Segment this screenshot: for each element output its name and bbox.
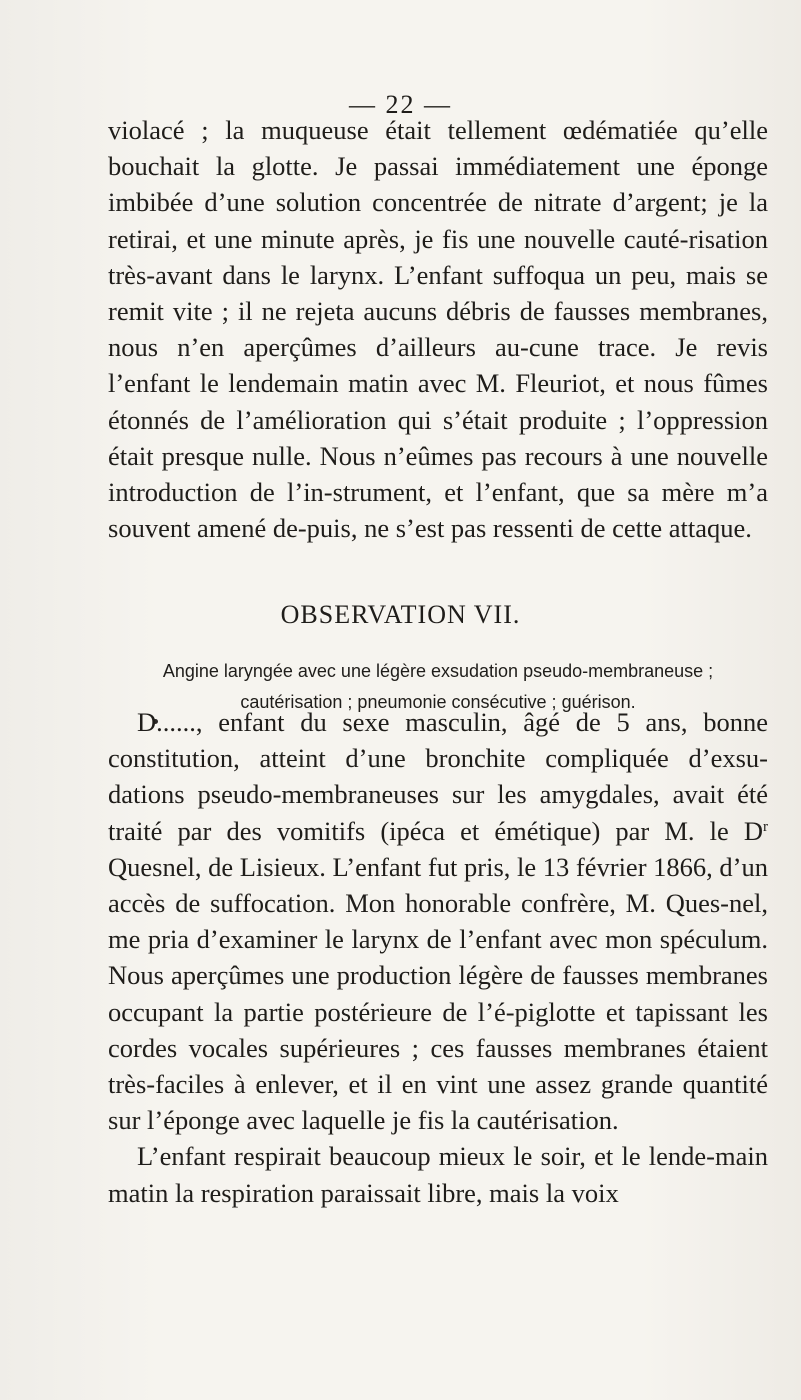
section-heading: OBSERVATION VII. xyxy=(280,600,521,629)
text-block-top xyxy=(108,112,768,546)
paragraph-text: D......, enfant du sexe masculin, âgé de 5 ans, bonne constitution, atteint d’une bronchite compliquée d’exsu-dations pseudo-membraneuses sur les amygdales, avait été traité par des vomitifs (ipéca et émétique) par M. le D xyxy=(108,707,768,846)
page-number: — 22 — xyxy=(349,90,452,119)
text-block-bottom xyxy=(108,704,768,1211)
summary-line: cautérisation ; pneumonie consécutive ; guérison. xyxy=(240,692,636,712)
paragraph-text: Quesnel, de Lisieux. L’enfant fut pris, le 13 février 1866, d’un accès de suffocation. Mon honorable confrère, M. Ques-nel, me pria d’examiner le larynx de l’enfant avec mon spéculum. Nous aperçûmes une production légère de fausses membranes occupant la partie postérieure de l’é-piglotte et tapissant les cordes vocales supérieures ; ces fausses membranes étaient très-faciles à enlever, et il en vint une assez grande quantité sur l’éponge avec laquelle je fis la cautérisation. xyxy=(108,851,768,1136)
summary-line: Angine laryngée avec une légère exsudation pseudo-membraneuse ; xyxy=(162,661,714,681)
paragraph xyxy=(108,704,768,1138)
paragraph: violacé ; la muqueuse était tellement œdématiée qu’elle bouchait la glotte. Je passai immédiatement une éponge imbibée d’une solution concentrée de nitrate d’argent; je la retirai, et une minute après, je fis une nouvelle cauté-risation très-avant dans le larynx. L’enfant suffoqua un peu, mais se remit vite ; il ne rejeta aucuns débris de fausses membranes, nous n’en aperçûmes d’ailleurs au-cune trace. Je revis l’enfant le lendemain matin avec M. Fleuriot, et nous fûmes étonnés de l’amélioration qui s’était produite ; l’oppression était presque nulle. Nous n’eûmes pas recours à une nouvelle introduction de l’in-strument, et l’enfant, que sa mère m’a souvent amené de-puis, ne s’est pas ressenti de cette attaque. xyxy=(108,115,768,544)
paragraph: L’enfant respirait beaucoup mieux le soir, et le lende-main matin la respiration paraissait libre, mais la voix xyxy=(108,1141,768,1208)
superscript: r xyxy=(763,818,768,835)
